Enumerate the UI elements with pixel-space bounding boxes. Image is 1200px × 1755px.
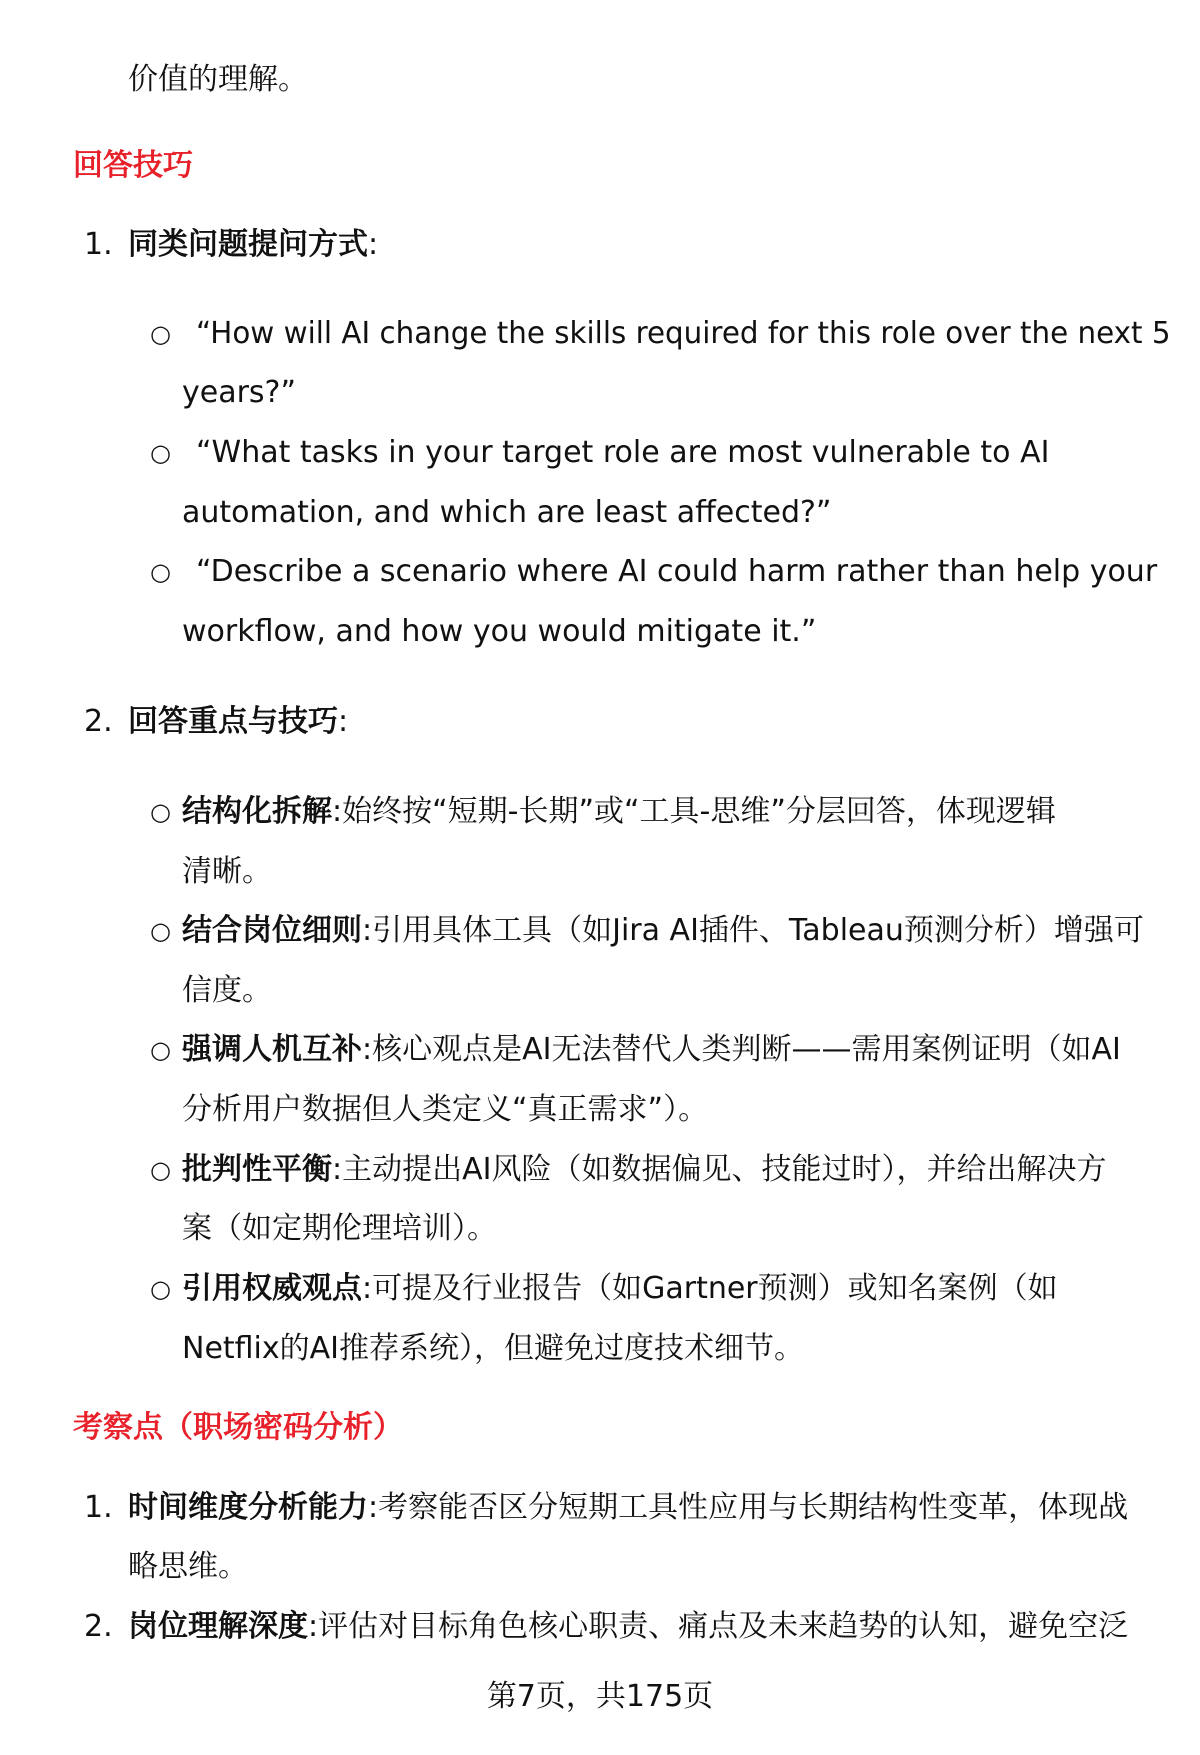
heading-term: 同类问题提问方式: [128, 227, 368, 262]
list-item-heading: [128, 225, 378, 265]
bullet-icon: ○: [150, 917, 171, 945]
list-number: 1.: [84, 1490, 113, 1525]
section-title-answer-tips: 回答技巧: [73, 148, 193, 183]
bullet-icon: ○: [150, 798, 171, 826]
question-line: automation, and which are least affected?”: [182, 495, 832, 530]
tip-line: [182, 1030, 1121, 1070]
bullet-icon: ○: [150, 1036, 171, 1064]
tip-term: 强调人机互补: [182, 1032, 362, 1067]
tip-line: Netflix的AI推荐系统），但避免过度技术细节。: [182, 1331, 805, 1366]
intro-tail-text: 价值的理解。: [128, 62, 308, 97]
heading-colon: :: [338, 704, 349, 739]
tip-line: [182, 1150, 1106, 1190]
list-item-heading: [128, 702, 348, 742]
tip-text: :核心观点是AI无法替代人类判断——需用案例证明（如AI: [362, 1032, 1121, 1067]
assessment-term: 时间维度分析能力: [128, 1490, 368, 1525]
tip-text: :可提及行业报告（如Gartner预测）或知名案例（如: [362, 1271, 1058, 1306]
heading-colon: :: [368, 227, 379, 262]
bullet-icon: ○: [150, 558, 171, 586]
section-title-assessment-points: 考察点（职场密码分析）: [73, 1410, 403, 1445]
bullet-icon: ○: [150, 320, 171, 348]
bullet-icon: ○: [150, 1275, 171, 1303]
tip-term: 结构化拆解: [182, 794, 332, 829]
heading-term: 回答重点与技巧: [128, 704, 338, 739]
tip-term: 批判性平衡: [182, 1152, 332, 1187]
assessment-line: 略思维。: [128, 1549, 248, 1584]
bullet-icon: ○: [150, 1156, 171, 1184]
tip-text: :主动提出AI风险（如数据偏见、技能过时），并给出解决方: [332, 1152, 1107, 1187]
assessment-text: :评估对目标角色核心职责、痛点及未来趋势的认知，避免空泛: [308, 1609, 1129, 1644]
tip-line: 案（如定期伦理培训）。: [182, 1211, 497, 1246]
tip-term: 引用权威观点: [182, 1271, 362, 1306]
tip-text: :始终按“短期-长期”或“工具-思维”分层回答，体现逻辑: [332, 794, 1056, 829]
assessment-text: :考察能否区分短期工具性应用与长期结构性变革，体现战: [368, 1490, 1129, 1525]
tip-line: [182, 911, 1144, 951]
assessment-line: [128, 1488, 1128, 1528]
tip-line: [182, 1269, 1058, 1309]
list-number: 2.: [84, 1609, 113, 1644]
tip-text: :引用具体工具（如Jira AI插件、Tableau预测分析）增强可: [362, 913, 1144, 948]
list-number: 1.: [84, 227, 113, 262]
tip-term: 结合岗位细则: [182, 913, 362, 948]
question-line: “How will AI change the skills required for this role over the next 5: [196, 316, 1171, 351]
page-footer: 第7页，共175页: [486, 1679, 714, 1714]
assessment-line: [128, 1607, 1128, 1647]
tip-line: [182, 792, 1056, 832]
bullet-icon: ○: [150, 439, 171, 467]
tip-line: 信度。: [182, 973, 272, 1008]
question-line: workflow, and how you would mitigate it.”: [182, 614, 817, 649]
assessment-term: 岗位理解深度: [128, 1609, 308, 1644]
question-line: “What tasks in your target role are most vulnerable to AI: [196, 435, 1050, 470]
question-line: “Describe a scenario where AI could harm rather than help your: [196, 554, 1158, 589]
question-line: years?”: [182, 375, 297, 410]
list-number: 2.: [84, 704, 113, 739]
tip-line: 清晰。: [182, 854, 272, 889]
tip-line: 分析用户数据但人类定义“真正需求”）。: [182, 1092, 709, 1127]
